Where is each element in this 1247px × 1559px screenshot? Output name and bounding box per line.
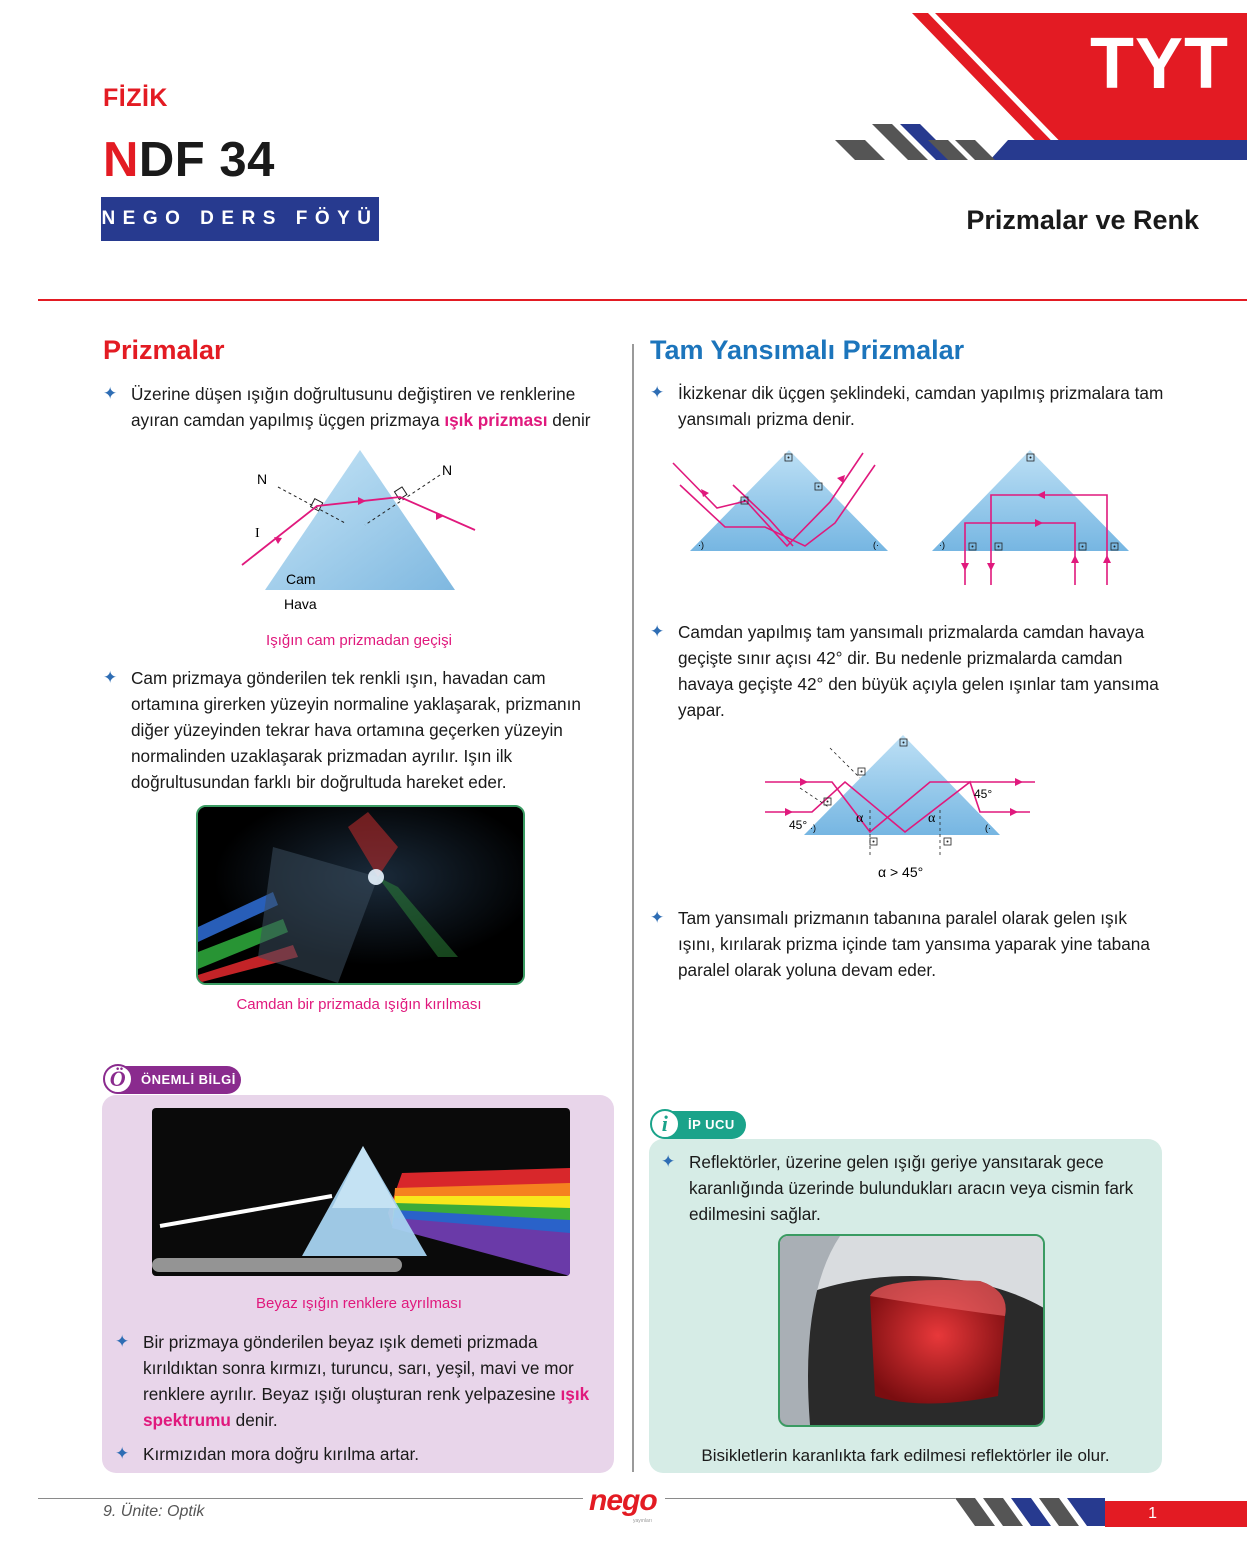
text: denir [547, 410, 591, 430]
bullet-critical-angle [650, 619, 1165, 723]
unit-label: 9. Ünite: Optik [103, 1503, 205, 1520]
alpha-label-right: α [928, 811, 936, 826]
prism-refraction-figure [230, 445, 480, 615]
light-spot [368, 869, 384, 885]
text: Reflektörler, üzerine gelen ışığı geriye yansıtarak gece karanlığında üzerinde bulundukları aracın veya cismin fark edilmesini sağlar. [689, 1152, 1134, 1224]
important-info-icon: Ö [103, 1064, 133, 1094]
important-info-badge [105, 1066, 241, 1094]
photo-caption-spectrum: Beyaz ışığın renklere ayrılması [256, 1295, 462, 1312]
bullet-prism-definition [103, 381, 618, 433]
code-number: DF 34 [138, 133, 275, 187]
photo-caption-prism: Camdan bir prizmada ışığın kırılması [236, 996, 482, 1013]
header-divider [38, 299, 1247, 301]
prism-right [932, 450, 1129, 551]
bullet-star-icon: ✦ [650, 622, 665, 641]
text: İkizkenar dik üçgen şeklindeki, camdan yapılmış prizmalara tam yansımalı prizma denir. [678, 383, 1164, 429]
angle-label-right: 45° [974, 787, 993, 801]
svg-text:(·: (· [873, 540, 879, 550]
text: denir. [230, 1410, 278, 1430]
tip-badge [652, 1111, 746, 1139]
bullet-star-icon: ✦ [103, 384, 118, 403]
normal-label-right: N [442, 462, 453, 478]
svg-text:·): ·) [698, 540, 704, 550]
total-reflection-prisms-figure [665, 445, 1145, 590]
ray-arrow [436, 512, 444, 520]
bullet-reflector [661, 1149, 1151, 1227]
text: Camdan yapılmış tam yansımalı prizmalarda camdan havaya geçişte sınır açısı 42° dir. Bu nedenle prizmalarda camdan havaya geçişte 42° den büyük açıyla gelen ışınlar tam yansıma yapar. [678, 622, 1159, 720]
reflector-photo-art [780, 1236, 1043, 1425]
angle-condition: α > 45° [878, 864, 924, 880]
glass-prism [265, 450, 455, 590]
bullet-star-icon: ✦ [115, 1332, 130, 1351]
normal-label-left: N [257, 471, 268, 487]
bullet-refraction-explanation [103, 665, 618, 795]
footer-line-left [38, 1498, 583, 1499]
photo-caption-reflector: Bisikletlerin karanlıkta fark edilmesi reflektörler ile olur. [701, 1446, 1110, 1465]
section-title-total-reflection: Tam Yansımalı Prizmalar [650, 335, 965, 365]
bullet-star-icon: ✦ [661, 1152, 676, 1171]
svg-text:·): ·) [810, 823, 816, 833]
navy-band [990, 140, 1247, 160]
grey-chevron-1 [835, 140, 885, 160]
floor-reflection [152, 1258, 402, 1272]
prism-photo-art [198, 807, 523, 983]
svg-text:(·: (· [985, 823, 991, 833]
section-title-prizmalar: Prizmalar [103, 335, 225, 365]
topic-title: Prizmalar ve Renk [966, 205, 1199, 235]
ray-arrow [274, 537, 282, 544]
bullet-parallel-ray [650, 905, 1165, 983]
bullet-star-icon: ✦ [103, 668, 118, 687]
bullet-white-light [115, 1329, 605, 1433]
spectrum-photo [152, 1108, 570, 1276]
text: Bir prizmaya gönderilen beyaz ışık demeti prizmada kırıldıktan sonra kırmızı, turuncu, sarı, yeşil, mavi ve mor renklere ayrılır. Beyaz ışığı oluşturan renk yelpazesine [143, 1332, 574, 1404]
text: Üzerine düşen ışığın doğrultusunu değiştiren ve renklerine ayıran camdan yapılmış üçgen prizmaya [131, 384, 576, 430]
column-divider [632, 344, 634, 1472]
figure-caption-prism: Işığın cam prizmadan geçişi [266, 632, 452, 649]
bullet-star-icon: ✦ [650, 383, 665, 402]
critical-angle-figure [760, 730, 1060, 890]
logo-text: nego [589, 1484, 657, 1517]
bullet-star-icon: ✦ [115, 1444, 130, 1463]
tip-label: İP UCU [688, 1117, 735, 1132]
text: Tam yansımalı prizmanın tabanına paralel olarak gelen ışık ışını, kırılarak prizma içinde tam yansıma yaparak yine tabana paralel olarak yoluna devam eder. [678, 908, 1150, 980]
footer-chevrons [955, 1498, 1105, 1528]
highlight-term: ışık spektrumu [143, 1384, 590, 1430]
angle-label-left: 45° [789, 818, 808, 832]
booklet-code [103, 132, 275, 188]
subject-label: FİZİK [103, 84, 168, 112]
alpha-label-left: α [856, 811, 864, 826]
exam-label: TYT [1090, 24, 1229, 104]
highlight-term: ışık prizması [444, 410, 548, 430]
bullet-total-reflection-definition [650, 380, 1165, 432]
bullet-refraction-order [115, 1441, 605, 1467]
reflector-photo [778, 1234, 1045, 1427]
bullet-star-icon: ✦ [650, 908, 665, 927]
medium-label-air: Hava [284, 596, 317, 612]
prism-left [690, 450, 888, 551]
series-banner: NEGO DERS FÖYÜ [101, 197, 379, 241]
important-info-label: ÖNEMLİ BİLGİ [141, 1072, 236, 1087]
logo-subtext: yayınları [633, 1518, 652, 1524]
text: Kırmızıdan mora doğru kırılma artar. [143, 1444, 420, 1464]
spectrum-photo-art [152, 1108, 570, 1276]
code-letter: N [103, 133, 139, 187]
ray-label: I [255, 526, 260, 541]
tip-icon: i [650, 1109, 680, 1139]
medium-label-glass: Cam [286, 571, 316, 587]
svg-text:·): ·) [939, 540, 945, 550]
text: Cam prizmaya gönderilen tek renkli ışın, havadan cam ortamına girerken yüzeyin normaline yaklaşarak, prizmanın diğer yüzeyinden tekrar hava ortamına geçerken yüzeyin normalinden uzaklaşarak prizmadan ayrılır. Işın ilk doğrultusundan farklı bir doğrultuda hareket eder. [131, 668, 581, 792]
white-beam [160, 1196, 332, 1226]
prism-photo [196, 805, 525, 985]
page-number-text: 1 [1148, 1505, 1157, 1522]
page-number [1105, 1501, 1247, 1527]
footer-line-right [665, 1498, 955, 1499]
publisher-logo [589, 1484, 657, 1524]
